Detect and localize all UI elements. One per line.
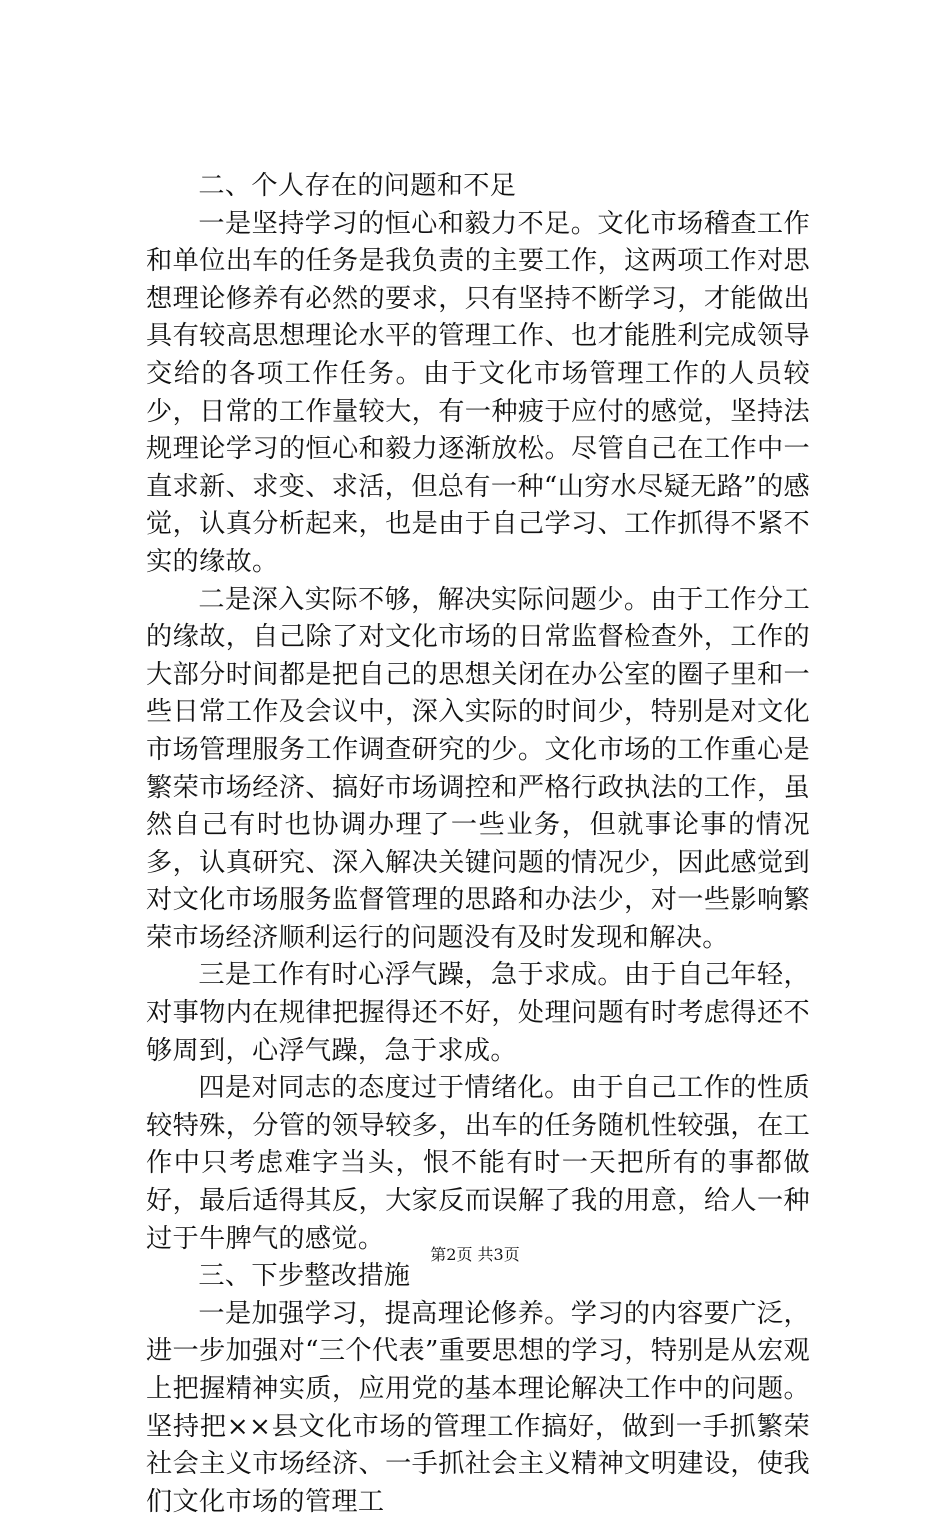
paragraph-study-persistence: 一是坚持学习的恒心和毅力不足。文化市场稽查工作和单位出车的任务是我负责的主要工作，这两项工作对思想理论修养有必然的要求，只有坚持不断学习，才能做出具有较高思想理论水平的管理工作、也才能胜利完成领导交给的各项工作任务。由于文化市场管理工作的人员较少，日常的工作量较大，有一种疲于应付的感觉，坚持法规理论学习的恒心和毅力逐渐放松。尽管自己在工作中一直求新、求变、求活，但总有一种“山穷水尽疑无路”的感觉，认真分析起来，也是由于自己学习、工作抓得不紧不实的缘故。 [146,208,810,577]
page-footer: 第2页 共3页 [430,1245,520,1264]
paragraph-attitude: 四是对同志的态度过于情绪化。由于自己工作的性质较特殊，分管的领导较多，出车的任务随机性较强，在工作中只考虑难字当头，恨不能有时一天把所有的事都做好，最后适得其反，大家反而误解了我的用意，给人一种过于牛脾气的感觉。 [146,1073,810,1254]
paragraph-strengthen-study: 一是加强学习，提高理论修养。学习的内容要广泛，进一步加强对“三个代表”重要思想的学习，特别是从宏观上把握精神实质，应用党的基本理论解决工作中的问题。坚持把××县文化市场的管理工作搞好，做到一手抓繁荣社会主义市场经济、一手抓社会主义精神文明建设，使我们文化市场的管理工 [146,1298,810,1517]
document-body [146,168,810,1521]
paragraph-practical-problems: 二是深入实际不够，解决实际问题少。由于工作分工的缘故，自己除了对文化市场的日常监督检查外，工作的大部分时间都是把自己的思想关闭在办公室的圈子里和一些日常工作及会议中，深入实际的时间少，特别是对文化市场管理服务工作调查研究的少。文化市场的工作重心是繁荣市场经济、搞好市场调控和严格行政执法的工作，虽然自己有时也协调办理了一些业务，但就事论事的情况多，认真研究、深入解决关键问题的情况少，因此感觉到对文化市场服务监督管理的思路和办法少，对一些影响繁荣市场经济顺利运行的问题没有及时发现和解决。 [146,584,810,953]
section-heading-problems: 二、个人存在的问题和不足 [198,171,517,201]
section-heading-measures: 三、下步整改措施 [198,1261,411,1292]
paragraph-impatience: 三是工作有时心浮气躁，急于求成。由于自己年轻，对事物内在规律把握得还不好，处理问题有时考虑得还不够周到，心浮气躁，急于求成。 [146,960,810,1066]
